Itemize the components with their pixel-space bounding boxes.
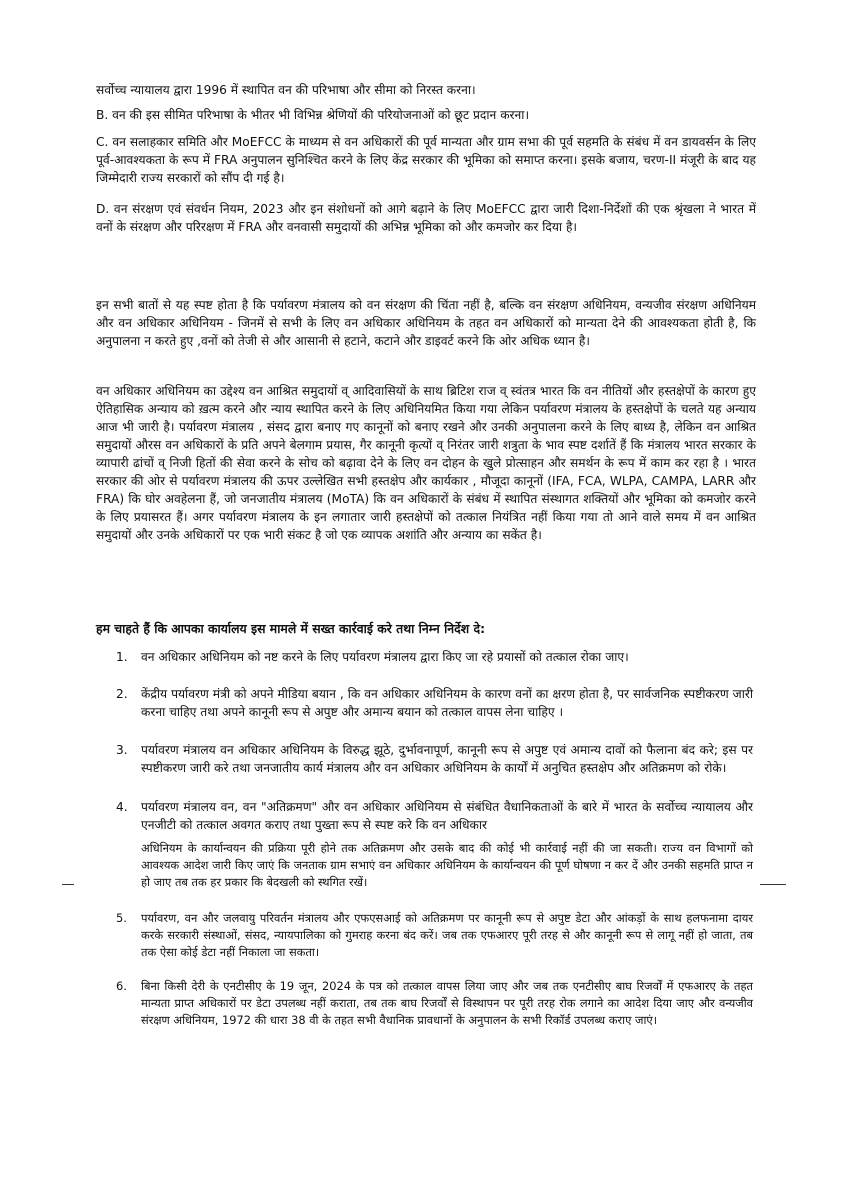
point-a-tail: सर्वोच्च न्यायालय द्वारा 1996 में स्थापित वन की परिभाषा और सीमा को निरस्त करना। — [96, 83, 476, 97]
list-item-text: पर्यावरण, वन और जलवायु परिवर्तन मंत्रालय और एफएसआई को अतिक्रमण पर कानूनी रूप से अपुष्ट डेटा और आंकड़ों के साथ हलफनामा दायर करके सरकारी संस्थाओं, संसद, न्यायपालिका को गुमराह करना बंद करें। जब तक एफआरए पूरी तरह से और कानूनी रूप से लागू नहीं हो जाता, तब तक ऐसा कोई डेटा नहीं निकाला जा सकता। — [141, 911, 753, 959]
list-item-number: 6. — [116, 979, 127, 993]
point-d: D. वन संरक्षण एवं संवर्धन नियम, 2023 और इन संशोधनों को आगे बढ़ाने के लिए MoEFCC द्वारा जारी दिशा-निर्देशों की एक श्रृंखला ने भारत में वनों के संरक्षण और परिरक्षण में FRA और वनवासी समुदायों की अभिन्न भूमिका को और कमजोर कर दिया है। — [96, 202, 756, 234]
list-item-number: 5. — [116, 911, 127, 925]
page-break-mark-left — [62, 884, 74, 885]
list-item-number: 4. — [116, 800, 128, 814]
list-item-text: बिना किसी देरी के एनटीसीए के 19 जून, 2024 के पत्र को तत्काल वापस लिया जाए और जब तक एनटीसीए बाघ रिजर्वों में एफआरए के तहत मान्यता प्राप्त अधिकारों पर डेटा उपलब्ध नहीं कराता, तब तक बाघ रिजर्वों से विस्थापन पर पूरी तरह रोक लगाने का आदेश दिया जाए और वन्यजीव संरक्षण अधिनियम, 1972 की धारा 38 वी के तहत सभी वैधानिक प्रावधानों के अनुपालन के सभी रिकॉर्ड उपलब्ध कराए जाएं। — [141, 979, 753, 1027]
list-item-text: केंद्रीय पर्यावरण मंत्री को अपने मीडिया बयान , कि वन अधिकार अधिनियम के कारण वनों का क्षरण होता है, पर सार्वजनिक स्पष्टीकरण जारी करना चाहिए तथा अपने कानूनी रूप से अपुष्ट और अमान्य बयान को तत्काल वापस लेना चाहिए । — [141, 687, 753, 719]
point-c: C. वन सलाहकार समिति और MoEFCC के माध्यम से वन अधिकारों की पूर्व मान्यता और ग्राम सभा की पूर्व सहमति के संबंध में वन डायवर्सन के लिए पूर्व-आवश्यकता के रूप में FRA अनुपालन सुनिश्चित करने के लिए केंद्र सरकार की भूमिका को समाप्त करना। इसके बजाय, चरण-II मंजूरी के बाद यह जिम्मेदारी राज्य सरकारों को सौंप दी गई है। — [96, 135, 756, 185]
list-item-text: पर्यावरण मंत्रालय वन, वन "अतिक्रमण" और वन अधिकार अधिनियम से संबंधित वैधानिकताओं के बारे में भारत के सर्वोच्च न्यायालय और एनजीटी को तत्काल अवगत कराए तथा पुख्ता रूप से स्पष्ट करे कि वन अधिकार — [141, 800, 753, 832]
paragraph-objective: वन अधिकार अधिनियम का उद्देश्य वन आश्रित समुदायों व् आदिवासियों के साथ ब्रिटिश राज व् स्वंतत्र भारत कि वन नीतियों और हस्तक्षेपों के कारण हुए ऐतिहासिक अन्याय को ख़त्म करने और न्याय स्थापित करने के लिए अधिनियमित किया गया लेकिन पर्यावरण मंत्रालय के हस्तक्षेपों के चलते यह अन्याय आज भी जारी है। पर्यावरण मंत्रालय , संसद द्वारा बनाए गए कानूनों को बनाए रखने और उनकी अनुपालना करने के लिए बाध्य है, लेकिन वन आश्रित समुदायों औरस वन अधिकारों के प्रति अपने बेलगाम प्रयास, गैर कानूनी कृत्यों व् निरंतर जारी शत्रुता के भाव स्पष्ट दर्शातें हैं कि मंत्रालय भारत सरकार के व्यापारी ढांचों व् निजी हितों की सेवा करने के सोच को बढ़ावा देने के लिए वन दोहन के खुले प्रोत्साहन और समर्थन के रूप में काम कर रहा है । भारत सरकार की ओर से पर्यावरण मंत्रालय की ऊपर उल्लेखित सभी हस्तक्षेप और कार्यकार , मौजूदा कानूनों (IFA, FCA, WLPA, CAMPA, LARR और FRA) कि घोर अवहेलना हैं, जो जनजातीय मंत्रालय (MoTA) कि वन अधिकारों के संबंध में स्थापित संस्थागत शक्तियों और भूमिका को कमजोर करने के लिए प्रयासरत हैं। अगर पर्यावरण मंत्रालय के इन लगातार जारी हस्तक्षेपों को तत्काल नियंत्रित नहीं किया गया तो आने वाले समय में वन आश्रित समुदायों और उनके अधिकारों पर एक भारी संकट है जो एक व्यापक अशांति और अन्याय का सकेंत है। — [96, 384, 756, 542]
point-b: B. वन की इस सीमित परिभाषा के भीतर भी विभिन्न श्रेणियों की परियोजनाओं को छूट प्रदान करना। — [96, 108, 530, 122]
page-break-mark-right — [760, 884, 786, 885]
list-item-number: 1. — [116, 650, 128, 664]
demand-4-continued: अधिनियम के कार्यान्वयन की प्रक्रिया पूरी होने तक अतिक्रमण और उसके बाद की कोई भी कार्रवाई नहीं की जा सकती। राज्य वन विभागों को आवश्यक आदेश जारी किए जाएं कि जनताक ग्राम सभाएं वन अधिकार अधिनियम के कार्यान्वयन की पूर्ण घोषणा न कर दें और उनकी सहमति प्राप्त न हो जाए तब तक हर प्रकार कि बेदखली को स्थगित रखें। — [141, 841, 753, 889]
list-item-number: 2. — [116, 687, 128, 701]
paragraph-conclusion: इन सभी बातों से यह स्पष्ट होता है कि पर्यावरण मंत्रालय को वन संरक्षण की चिंता नहीं है, बल्कि वन संरक्षण अधिनियम, वन्यजीव संरक्षण अधिनियम और वन अधिकार अधिनियम - जिनमें से सभी के लिए वन अधिकार अधिनियम के तहत वन अधिकारों को मान्यता देने की आवश्यकता होती है, कि अनुपालना न करते हुए ,वनों को तेजी से और आसानी से हटाने, कटाने और डाइवर्ट करने कि ओर अधिक ध्यान है। — [96, 298, 756, 348]
list-item-text: पर्यावरण मंत्रालय वन अधिकार अधिनियम के विरुद्ध झूठे, दुर्भावनापूर्ण, कानूनी रूप से अपुष्ट एवं अमान्य दावों को फैलाना बंद करे; इस पर स्पष्टीकरण जारी करे तथा जनजातीय कार्य मंत्रालय और वन अधिकार अधिनियम के कार्यों में अनुचित हस्तक्षेप और अतिक्रमण को रोके। — [141, 743, 753, 775]
list-item-number: 3. — [116, 743, 128, 757]
demands-heading: हम चाहते हैं कि आपका कार्यालय इस मामले में सख्त कार्रवाई करे तथा निम्न निर्देश दे: — [96, 621, 486, 636]
list-item-text: वन अधिकार अधिनियम को नष्ट करने के लिए पर्यावरण मंत्रालय द्वारा किए जा रहे प्रयासों को तत्काल रोका जाए। — [141, 650, 629, 664]
